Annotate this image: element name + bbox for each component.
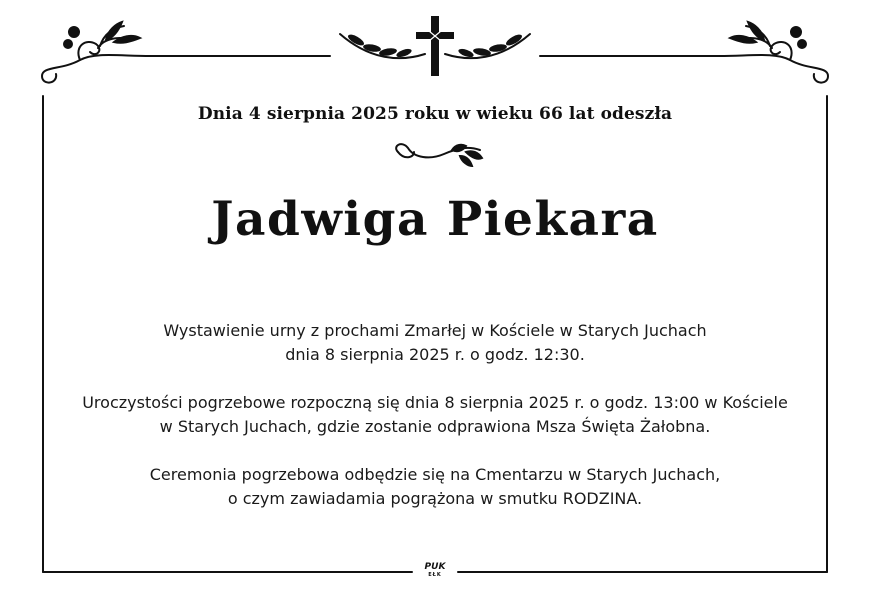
death-date-headline: Dnia 4 sierpnia 2025 roku w wieku 66 lat odeszła [197, 104, 673, 124]
urn-viewing-paragraph [40, 319, 830, 367]
deceased-name: Jadwiga Piekara [211, 192, 659, 247]
logo-sub-text: EŁK [428, 572, 442, 578]
burial-paragraph [40, 463, 830, 511]
left-corner-flourish-icon [42, 22, 150, 83]
puk-logo [418, 563, 452, 578]
paragraph-line: Ceremonia pogrzebowa odbędzie się na Cmentarzu w Starych Juchach, [149, 465, 721, 484]
logo-main-text: PUK [424, 562, 446, 572]
paragraph-line: w Starych Juchach, gdzie zostanie odprawiona Msza Święta Żałobna. [159, 417, 711, 436]
cross-with-laurel-icon [340, 16, 530, 76]
paragraph-line: Uroczystości pogrzebowe rozpoczną się dnia 8 sierpnia 2025 r. o godz. 13:00 w Kościele [82, 393, 788, 412]
leaf-swirl-divider-icon [396, 144, 482, 166]
right-corner-flourish-icon [720, 22, 828, 83]
funeral-mass-paragraph [40, 391, 830, 439]
paragraph-line: o czym zawiadamia pogrążona w smutku RODZINA. [227, 489, 643, 508]
paragraph-line: dnia 8 sierpnia 2025 r. o godz. 12:30. [285, 345, 585, 364]
paragraph-line: Wystawienie urny z prochami Zmarłej w Kościele w Starych Juchach [163, 321, 707, 340]
